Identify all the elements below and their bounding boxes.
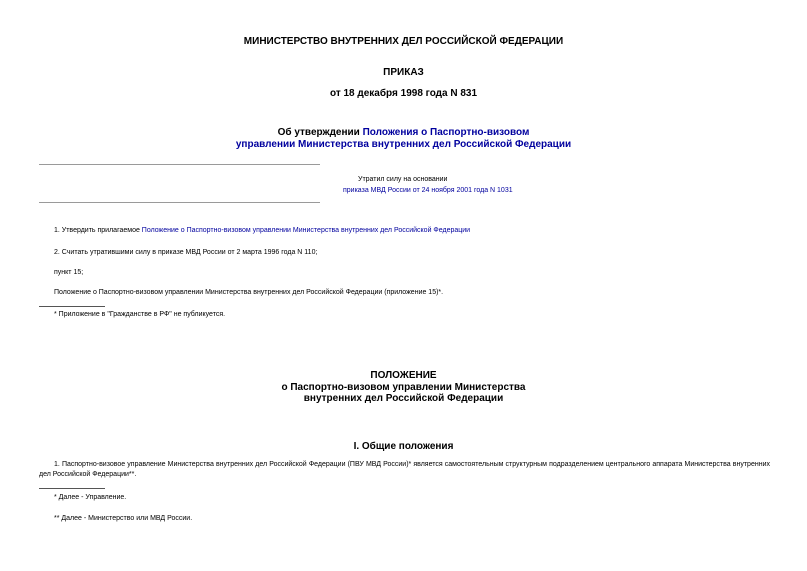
section-title: I. Общие положения xyxy=(353,441,454,452)
regulation-heading: ПОЛОЖЕНИЕ xyxy=(370,370,437,381)
order-item-4: Положение о Паспортно-визовом управлении Министерства внутренних дел Российской Федерации (приложение 15)*. xyxy=(54,289,444,296)
order-item-3: пункт 15; xyxy=(54,269,84,276)
order-item-1-prefix: 1. Утвердить прилагаемое xyxy=(54,227,142,234)
footnote-a: * Далее - Управление. xyxy=(54,494,127,501)
order-item-2: 2. Считать утратившими силу в приказе МВД России от 2 марта 1996 года N 110; xyxy=(54,249,318,256)
divider-bottom xyxy=(39,202,320,203)
regulation-paragraph-1: 1. Паспортно-визовое управление Министерства внутренних дел Российской Федерации (ПВУ МВД России)* является самостоятельным структурным подразделением центрального аппарата Министерства внутренних дел Российской Федерации**. xyxy=(39,461,770,478)
order-item-1-link[interactable]: Положение о Паспортно-визовом управлении Министерства внутренних дел Российской Федерации xyxy=(141,227,471,234)
status-link[interactable]: приказа МВД России от 24 ноября 2001 года N 1031 xyxy=(343,187,513,194)
regulation-subtitle-line2: внутренних дел Российской Федерации xyxy=(303,393,504,404)
title-link-part2[interactable]: управлении Министерства внутренних дел Российской Федерации xyxy=(235,139,572,150)
footnote-1: * Приложение в "Гражданстве в РФ" не публикуется. xyxy=(54,311,226,318)
divider-top xyxy=(39,164,320,165)
order-item-1 xyxy=(54,226,470,235)
document-title xyxy=(0,127,807,151)
regulation-subtitle-line1: о Паспортно-визовом управлении Министерства xyxy=(281,382,526,393)
status-label: Утратил силу на основании xyxy=(358,176,448,183)
footnote-divider-2 xyxy=(39,488,105,489)
title-prefix: Об утверждении xyxy=(277,127,363,138)
ministry-heading: МИНИСТЕРСТВО ВНУТРЕННИХ ДЕЛ РОССИЙСКОЙ ФЕДЕРАЦИИ xyxy=(243,36,564,47)
footnote-divider xyxy=(39,306,105,307)
title-link-part1[interactable]: Положения о Паспортно-визовом xyxy=(362,127,530,138)
document-type: ПРИКАЗ xyxy=(383,67,424,78)
footnote-b: ** Далее - Министерство или МВД России. xyxy=(54,515,193,522)
document-date: от 18 декабря 1998 года N 831 xyxy=(329,88,478,99)
